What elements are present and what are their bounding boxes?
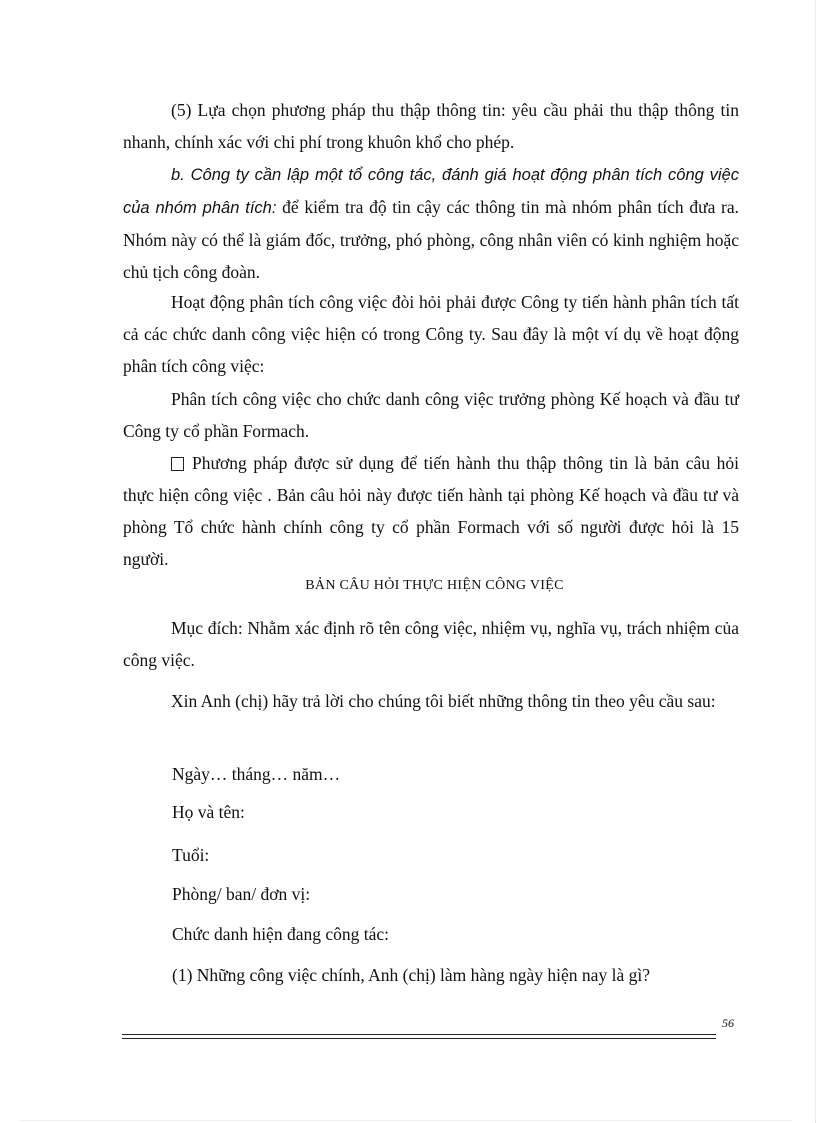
field-age: Tuổi: [172,845,210,865]
field-name: Họ và tên: [172,802,245,822]
paragraph-evaluation-team [123,158,739,288]
page-bottom-edge [20,1120,791,1121]
paragraph-request: Xin Anh (chị) hãy trả lời cho chúng tôi biết những thông tin theo yêu cầu sau: [171,691,716,711]
paragraph-body: Phương pháp được sử dụng để tiến hành thu thập thông tin là bản câu hỏi thực hiện công việc . Bản câu hỏi này được tiến hành tại phòng Kế hoạch và đầu tư và phòng Tổ chức hành chính công ty cổ phần Formach với số người được hỏi là 15 người. [123,453,739,569]
paragraph-method [123,447,739,575]
paragraph-body: để kiểm tra độ tin cậy các thông tin mà nhóm phân tích đưa ra. Nhóm này có thể là giám đốc, trưởng, phó phòng, công nhân viên có kinh nghiệm hoặc chủ tịch công đoàn. [123,197,739,282]
paragraph-position-analysis: Phân tích công việc cho chức danh công việc trưởng phòng Kế hoạch và đầu tư Công ty cổ phần Formach. [123,389,739,441]
checkbox-square-icon [171,457,184,471]
footer-double-rule [122,1034,716,1039]
paragraph-collection-method: (5) Lựa chọn phương pháp thu thập thông tin: yêu cầu phải thu thập thông tin nhanh, chính xác với chi phí trong khuôn khổ cho phép. [123,100,739,152]
questionnaire-title: BẢN CÂU HỎI THỰC HIỆN CÔNG VIỆC [305,578,564,593]
paragraph-job-analysis: Hoạt động phân tích công việc đòi hỏi phải được Công ty tiến hành phân tích tất cả các chức danh công việc hiện có trong Công ty. Sau đây là một ví dụ về hoạt động phân tích công việc: [123,292,739,376]
page-number: 56 [722,1016,734,1030]
field-position: Chức danh hiện đang công tác: [172,924,389,944]
paragraph-purpose: Mục đích: Nhằm xác định rõ tên công việc, nhiệm vụ, nghĩa vụ, trách nhiệm của công việc. [123,618,739,670]
question-1: (1) Những công việc chính, Anh (chị) làm hàng ngày hiện nay là gì? [172,965,650,985]
field-date: Ngày… tháng… năm… [172,764,341,784]
italic-subheading: b. Công ty cần lập một tổ công tác, đánh giá hoạt động phân tích công việc của nhóm phân tích: [123,166,739,217]
field-department: Phòng/ ban/ đơn vị: [172,884,311,904]
